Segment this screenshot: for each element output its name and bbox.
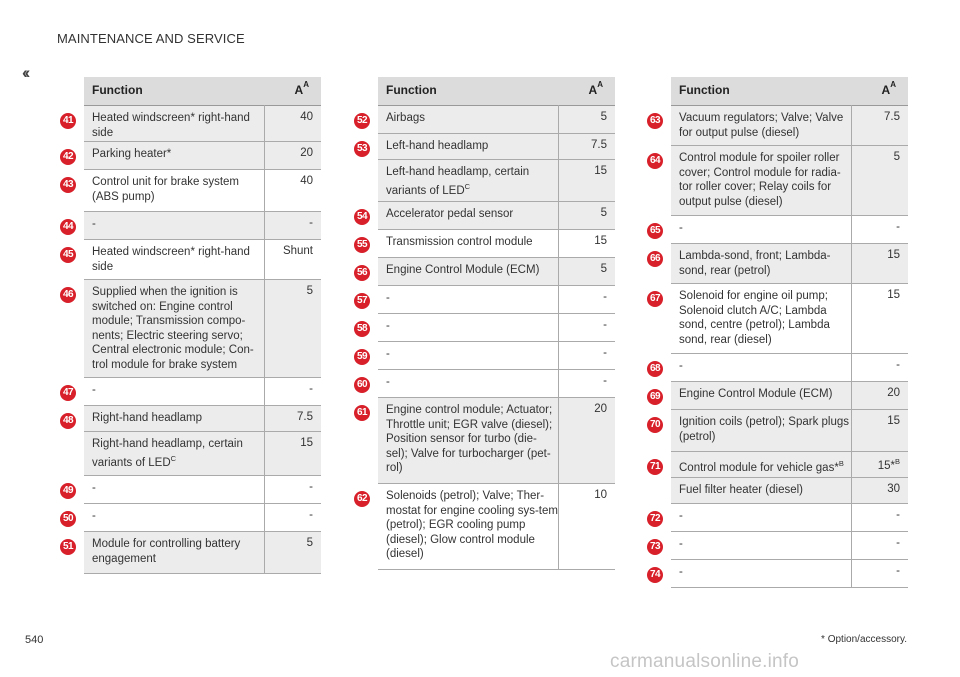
table-row [356, 370, 615, 398]
fuse-function-text: Accelerator pedal sensor [386, 208, 514, 220]
fuse-amperage-value: 5 [306, 537, 313, 549]
fuse-amperage-value: 15 [887, 249, 900, 261]
fuse-number-badge: 61 [354, 405, 370, 421]
table-row [649, 284, 908, 354]
fuse-function [92, 509, 264, 524]
fuse-amperage-value: 15 [594, 165, 607, 177]
fuse-amperage-value: 15 [887, 415, 900, 427]
table-row [62, 212, 321, 240]
fuse-number-badge: 65 [647, 223, 663, 239]
fuse-amperage-value: 20 [594, 403, 607, 415]
fuse-amperage [263, 509, 313, 521]
fuse-function [386, 263, 558, 278]
fuse-amperage-value: 15* [877, 459, 895, 472]
fuse-number-badge: 44 [60, 219, 76, 235]
fuse-function [679, 359, 851, 374]
fuse-amperage-value: - [603, 291, 607, 303]
fuse-amperage-value: 5 [893, 151, 900, 163]
table-row [84, 432, 321, 476]
fuse-amperage-value: - [603, 347, 607, 359]
fuse-amperage [263, 537, 313, 549]
fuse-function [679, 387, 851, 402]
table-row [356, 134, 615, 160]
table-row [649, 354, 908, 382]
function-footnote: C [170, 453, 177, 463]
fuse-amperage [263, 383, 313, 395]
header-amp [589, 82, 603, 97]
table-row [649, 504, 908, 532]
function-footnote: C [464, 181, 471, 191]
table-row [62, 170, 321, 212]
fuse-function-text: Heated windscreen* right-hand side [92, 246, 250, 273]
table-row [649, 532, 908, 560]
page-number: 540 [25, 634, 44, 646]
fuse-function [679, 221, 851, 236]
fuse-amperage [263, 217, 313, 229]
fuse-number-badge: 53 [354, 141, 370, 157]
table-row [649, 452, 908, 478]
fuse-number-badge: 48 [60, 413, 76, 429]
fuse-function-text: - [679, 360, 683, 372]
table-row [649, 560, 908, 588]
fuse-function-text: Fuel filter heater (diesel) [679, 484, 803, 496]
fuse-amperage [850, 387, 900, 399]
table-row [62, 476, 321, 504]
fuse-number-badge: 56 [354, 265, 370, 281]
fuse-amperage-value: 7.5 [297, 411, 313, 423]
fuse-function-text: Left-hand headlamp, certain variants of LED [386, 166, 530, 197]
fuse-amperage [850, 537, 900, 549]
fuse-amperage-value: 20 [887, 387, 900, 399]
fuse-number-badge: 71 [647, 459, 663, 475]
fuse-amperage-value: - [309, 383, 313, 395]
fuse-amperage [557, 489, 607, 501]
watermark: carmanualsonline.info [610, 651, 800, 672]
fuse-function [92, 217, 264, 232]
fuse-function-text: - [386, 292, 390, 304]
table-header [84, 77, 321, 106]
fuse-amperage-value: - [896, 221, 900, 233]
table-row [62, 406, 321, 432]
fuse-amperage-value: - [896, 359, 900, 371]
fuse-amperage-value: 40 [300, 111, 313, 123]
column-divider [264, 105, 265, 573]
header-amp-label: A [881, 83, 891, 97]
fuse-function-text: Engine control module; Actuator; Throttle unit; EGR valve (diesel); Position sensor for turbo (die-sel); Valve for turbocharger (pet-rol) [386, 404, 553, 474]
header-amp-footnote: A [303, 80, 309, 89]
fuse-function [386, 207, 558, 222]
fuse-amperage-value: - [896, 537, 900, 549]
fuse-function [386, 347, 558, 362]
fuse-amperage [850, 457, 900, 472]
fuse-function [386, 375, 558, 390]
fuse-amperage [557, 139, 607, 151]
fuse-function [92, 175, 264, 204]
header-amp [882, 82, 896, 97]
table-row [671, 478, 908, 504]
table-row [649, 410, 908, 452]
fuse-number-badge: 60 [354, 377, 370, 393]
section-title: MAINTENANCE AND SERVICE [57, 31, 245, 46]
table-row [356, 286, 615, 314]
fuse-function-text: Supplied when the ignition is switched on: Engine control module; Transmission compo-nents; Electric steering servo; Central electronic module; Con-trol module for brake system [92, 286, 254, 371]
fuse-function [386, 291, 558, 306]
fuse-function-text: Engine Control Module (ECM) [386, 264, 540, 276]
table-row [649, 244, 908, 284]
fuse-amperage [850, 509, 900, 521]
column-divider [851, 105, 852, 587]
fuse-amperage-value: 20 [300, 147, 313, 159]
fuse-amperage-value: 5 [600, 111, 607, 123]
fuse-function [92, 147, 264, 162]
fuse-function-text: - [679, 566, 683, 578]
fuse-number-badge: 67 [647, 291, 663, 307]
fuse-amperage-value: 7.5 [591, 139, 607, 151]
fuse-function [386, 403, 558, 476]
fuse-function [679, 509, 851, 524]
fuse-amperage-value: 7.5 [884, 111, 900, 123]
fuse-table-1 [62, 77, 321, 574]
fuse-function [92, 411, 264, 426]
fuse-function [92, 245, 264, 274]
fuse-amperage [263, 111, 313, 123]
fuse-number-badge: 55 [354, 237, 370, 253]
fuse-function-text: Control module for vehicle gas* [679, 461, 839, 474]
fuse-function-text: Control module for spoiler roller cover; Control module for radia-tor roller cover; Relay coils for output pulse (diesel) [679, 152, 841, 208]
table-row [356, 202, 615, 230]
fuse-amperage-value: 5 [600, 263, 607, 275]
table-row [62, 532, 321, 574]
fuse-amperage [557, 263, 607, 275]
table-header [671, 77, 908, 106]
fuse-function [92, 537, 264, 566]
table-header [378, 77, 615, 106]
header-function: Function [386, 83, 437, 97]
fuse-function-text: Right-hand headlamp [92, 412, 202, 424]
table-row [356, 258, 615, 286]
fuse-amperage [850, 289, 900, 301]
fuse-function [386, 111, 558, 126]
fuse-function [679, 457, 851, 475]
fuse-amperage-value: - [309, 509, 313, 521]
fuse-amperage-value: - [309, 481, 313, 493]
header-amp-footnote: A [597, 80, 603, 89]
table-row [62, 240, 321, 280]
fuse-function-text: - [92, 384, 96, 396]
fuse-number-badge: 72 [647, 511, 663, 527]
fuse-number-badge: 70 [647, 417, 663, 433]
fuse-amperage [850, 221, 900, 233]
amperage-footnote: B [894, 457, 900, 466]
fuse-table-3 [649, 77, 908, 588]
fuse-number-badge: 47 [60, 385, 76, 401]
fuse-amperage [850, 565, 900, 577]
fuse-function-text: Heated windscreen* right-hand side [92, 112, 250, 139]
fuse-amperage-value: 5 [306, 285, 313, 297]
fuse-amperage [557, 291, 607, 303]
function-footnote: B [838, 459, 844, 468]
fuse-function [386, 235, 558, 250]
fuse-function [679, 289, 851, 347]
fuse-number-badge: 42 [60, 149, 76, 165]
fuse-amperage-value: 15 [594, 235, 607, 247]
fuse-amperage [557, 347, 607, 359]
fuse-amperage [557, 207, 607, 219]
fuse-amperage [850, 151, 900, 163]
fuse-amperage [850, 249, 900, 261]
fuse-number-badge: 46 [60, 287, 76, 303]
fuse-number-badge: 73 [647, 539, 663, 555]
fuse-number-badge: 52 [354, 113, 370, 129]
header-amp-label: A [294, 83, 304, 97]
fuse-number-badge: 54 [354, 209, 370, 225]
fuse-amperage [557, 165, 607, 177]
table-row [62, 378, 321, 406]
fuse-table-2 [356, 77, 615, 570]
fuse-amperage-value: 40 [300, 175, 313, 187]
table-row [356, 484, 615, 570]
fuse-amperage [850, 483, 900, 495]
fuse-amperage-value: - [603, 319, 607, 331]
fuse-amperage-value: 30 [887, 483, 900, 495]
table-row [62, 142, 321, 170]
fuse-function-text: - [679, 510, 683, 522]
table-row [356, 230, 615, 258]
fuse-number-badge: 62 [354, 491, 370, 507]
fuse-function-text: Ignition coils (petrol); Spark plugs (petrol) [679, 416, 850, 443]
table-row [649, 216, 908, 244]
fuse-amperage [263, 175, 313, 187]
fuse-function-text: Lambda-sond, front; Lambda-sond, rear (petrol) [679, 250, 831, 277]
fuse-function [679, 249, 851, 278]
table-row [62, 280, 321, 378]
fuse-number-badge: 66 [647, 251, 663, 267]
fuse-number-badge: 49 [60, 483, 76, 499]
fuse-amperage-value: 10 [594, 489, 607, 501]
fuse-function [92, 383, 264, 398]
fuse-amperage [850, 111, 900, 123]
fuse-function [92, 481, 264, 496]
fuse-number-badge: 74 [647, 567, 663, 583]
fuse-amperage [263, 285, 313, 297]
fuse-function [92, 111, 264, 140]
fuse-number-badge: 43 [60, 177, 76, 193]
fuse-function-text: - [386, 320, 390, 332]
header-amp-footnote: A [890, 80, 896, 89]
fuse-function-text: Right-hand headlamp, certain variants of LED [92, 438, 243, 469]
fuse-function [386, 319, 558, 334]
table-row [356, 398, 615, 484]
fuse-amperage [850, 415, 900, 427]
fuse-amperage [557, 375, 607, 387]
fuse-amperage-value: - [603, 375, 607, 387]
fuse-amperage-value: - [896, 565, 900, 577]
fuse-function-text: Parking heater* [92, 148, 172, 160]
fuse-number-badge: 57 [354, 293, 370, 309]
fuse-function-text: Control unit for brake system (ABS pump) [92, 176, 240, 203]
fuse-function [679, 565, 851, 580]
fuse-function-text: - [679, 538, 683, 550]
column-divider [558, 105, 559, 569]
fuse-number-badge: 68 [647, 361, 663, 377]
fuse-function [679, 537, 851, 552]
fuse-function-text: Engine Control Module (ECM) [679, 388, 833, 400]
fuse-function [679, 415, 851, 444]
fuse-function-text: Vacuum regulators; Valve; Valve for output pulse (diesel) [679, 112, 844, 139]
fuse-function-text: Airbags [386, 112, 425, 124]
fuse-function-text: Module for controlling battery engagement [92, 538, 241, 565]
fuse-function [679, 483, 851, 498]
fuse-number-badge: 63 [647, 113, 663, 129]
fuse-function-text: - [679, 222, 683, 234]
fuse-amperage [557, 403, 607, 415]
table-row [649, 382, 908, 410]
fuse-function [386, 489, 558, 562]
fuse-function-text: Solenoids (petrol); Valve; Ther-mostat for engine cooling sys-tem (petrol); EGR cooling pump (diesel); Glow control module (diesel) [386, 490, 558, 560]
fuse-amperage-value: 5 [600, 207, 607, 219]
fuse-number-badge: 45 [60, 247, 76, 263]
table-row [649, 146, 908, 216]
header-amp-label: A [588, 83, 598, 97]
fuse-number-badge: 41 [60, 113, 76, 129]
fuse-amperage [263, 437, 313, 449]
fuse-amperage [557, 319, 607, 331]
fuse-number-badge: 58 [354, 321, 370, 337]
fuse-function [679, 111, 851, 140]
fuse-amperage [263, 147, 313, 159]
fuse-function [92, 437, 264, 470]
fuse-amperage-value: Shunt [282, 245, 313, 257]
fuse-function [386, 165, 558, 198]
header-amp [295, 82, 309, 97]
fuse-amperage [263, 411, 313, 423]
table-row [356, 342, 615, 370]
fuse-amperage [263, 245, 313, 257]
fuse-function [386, 139, 558, 154]
fuse-number-badge: 69 [647, 389, 663, 405]
fuse-number-badge: 59 [354, 349, 370, 365]
fuse-amperage [557, 111, 607, 123]
fuse-function-text: - [386, 376, 390, 388]
fuse-number-badge: 51 [60, 539, 76, 555]
fuse-function-text: Solenoid for engine oil pump; Solenoid clutch A/C; Lambda sond, centre (petrol); Lambda sond, rear (diesel) [679, 290, 830, 346]
fuse-function-text: - [386, 348, 390, 360]
header-function: Function [92, 83, 143, 97]
back-arrows-icon[interactable]: ‹‹ [22, 63, 28, 82]
fuse-amperage-value: - [309, 217, 313, 229]
fuse-function-text: - [92, 510, 96, 522]
table-row [378, 160, 615, 202]
table-row [62, 504, 321, 532]
table-row [62, 106, 321, 142]
fuse-number-badge: 50 [60, 511, 76, 527]
table-row [356, 106, 615, 134]
fuse-amperage [557, 235, 607, 247]
footnote: * Option/accessory. [821, 634, 907, 645]
fuse-function [679, 151, 851, 209]
fuse-number-badge: 64 [647, 153, 663, 169]
fuse-function-text: - [92, 482, 96, 494]
header-function: Function [679, 83, 730, 97]
table-row [356, 314, 615, 342]
table-row [649, 106, 908, 146]
fuse-amperage [263, 481, 313, 493]
fuse-amperage [850, 359, 900, 371]
fuse-amperage-value: 15 [300, 437, 313, 449]
fuse-function-text: - [92, 218, 96, 230]
fuse-amperage-value: - [896, 509, 900, 521]
fuse-function-text: Transmission control module [386, 236, 533, 248]
fuse-function-text: Left-hand headlamp [386, 140, 489, 152]
fuse-function [92, 285, 264, 372]
fuse-amperage-value: 15 [887, 289, 900, 301]
